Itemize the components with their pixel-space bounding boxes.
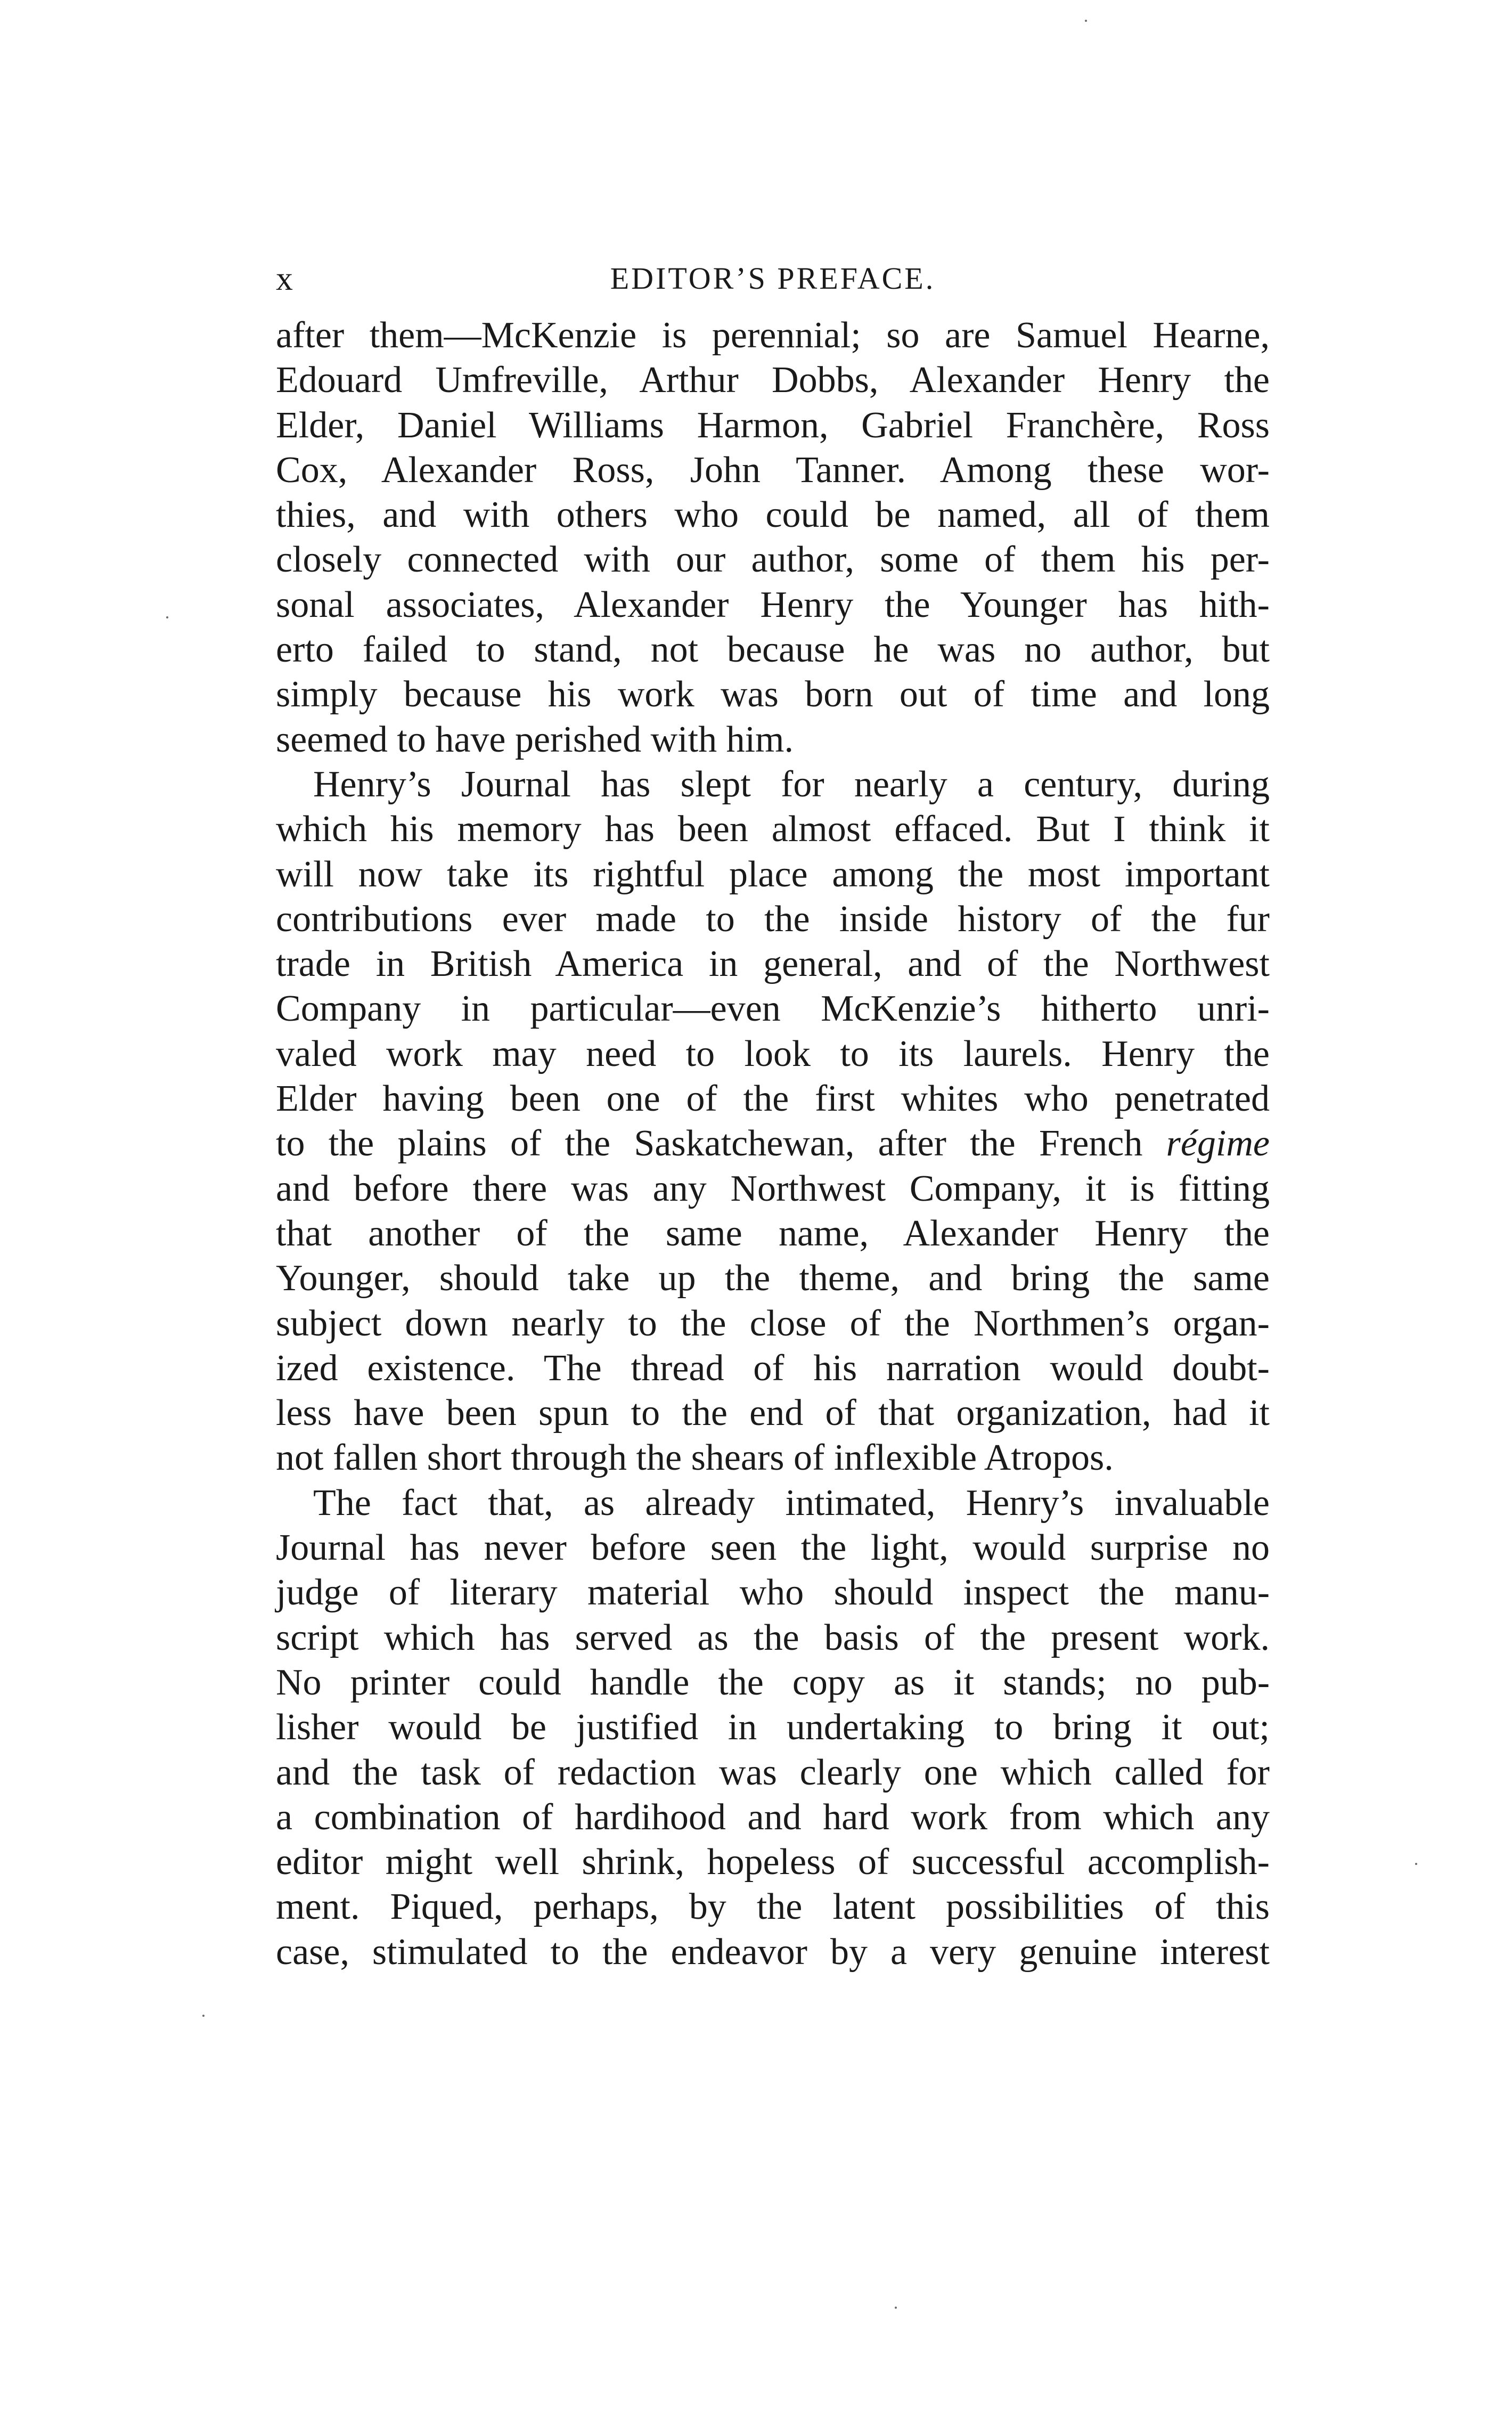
text-line: No printer could handle the copy as it stands; no pub- (276, 1661, 1270, 1703)
text-line: not fallen short through the shears of inflexible Atropos. (276, 1437, 1114, 1479)
text-line: Edouard Umfreville, Arthur Dobbs, Alexander Henry the (276, 360, 1270, 401)
text-line: which his memory has been almost effaced. But I think it (276, 809, 1270, 850)
text-line: Younger, should take up the theme, and bring the same (276, 1258, 1270, 1299)
running-head (276, 255, 1270, 303)
text-line: The fact that, as already intimated, Henry’s invaluable (313, 1482, 1270, 1524)
text-line: script which has served as the basis of the present work. (276, 1617, 1270, 1658)
text-line: ment. Piqued, perhaps, by the latent possibilities of this (276, 1886, 1270, 1928)
text-fragment: to the plains of the Saskatchewan, after the French (276, 1123, 1166, 1164)
text-line: erto failed to stand, not because he was no author, but (276, 629, 1270, 671)
text-line-with-italic (276, 1121, 1270, 1166)
paper-speck (1085, 20, 1087, 22)
text-line: Cox, Alexander Ross, John Tanner. Among these wor- (276, 449, 1270, 491)
text-line: that another of the same name, Alexander Henry the (276, 1212, 1270, 1254)
text-line: simply because his work was born out of time and long (276, 674, 1270, 715)
text-line: Elder, Daniel Williams Harmon, Gabriel Franchère, Ross (276, 404, 1270, 446)
text-line: contributions ever made to the inside history of the fur (276, 898, 1270, 940)
paragraph (276, 762, 1270, 1481)
text-line: Henry’s Journal has slept for nearly a century, during (313, 763, 1270, 805)
page-number: x (276, 259, 294, 297)
text-line: subject down nearly to the close of the Northmen’s organ- (276, 1302, 1270, 1344)
text-line: seemed to have perished with him. (276, 719, 794, 760)
text-line: and before there was any Northwest Company, it is fitting (276, 1168, 1270, 1209)
text-line: trade in British America in general, and of the Northwest (276, 943, 1270, 985)
text-line: judge of literary material who should inspect the manu- (276, 1572, 1270, 1614)
paper-speck (1415, 1863, 1417, 1865)
text-line: will now take its rightful place among the most important (276, 853, 1270, 895)
text-line: sonal associates, Alexander Henry the Younger has hith- (276, 584, 1270, 625)
paper-speck (166, 616, 168, 618)
text-line: Company in particular—even McKenzie’s hitherto unri- (276, 988, 1270, 1030)
text-line: after them—McKenzie is perennial; so are Samuel Hearne, (276, 315, 1270, 356)
body-text (276, 313, 1270, 1975)
text-line: less have been spun to the end of that organization, had it (276, 1392, 1270, 1434)
text-line: and the task of redaction was clearly one which called for (276, 1752, 1270, 1793)
text-line: Journal has never before seen the light, would surprise no (276, 1527, 1270, 1569)
paragraph (276, 1481, 1270, 1975)
paper-speck (895, 2307, 897, 2309)
text-line: a combination of hardihood and hard work from which any (276, 1796, 1270, 1838)
text-line: editor might well shrink, hopeless of successful accomplish- (276, 1842, 1270, 1883)
italic-word: régime (1166, 1123, 1270, 1164)
paper-speck (202, 2015, 205, 2017)
text-line: case, stimulated to the endeavor by a very genuine interest (276, 1931, 1270, 1973)
paragraph (276, 313, 1270, 762)
running-head-title: EDITOR’S PREFACE. (610, 261, 936, 296)
text-line: closely connected with our author, some of them his per- (276, 539, 1270, 581)
text-line: valed work may need to look to its laurels. Henry the (276, 1033, 1270, 1074)
text-line: thies, and with others who could be named, all of them (276, 494, 1270, 536)
text-line: lisher would be justified in undertaking to bring it out; (276, 1707, 1270, 1748)
text-line: Elder having been one of the first whites who penetrated (276, 1078, 1270, 1120)
text-line: ized existence. The thread of his narration would doubt- (276, 1347, 1270, 1389)
